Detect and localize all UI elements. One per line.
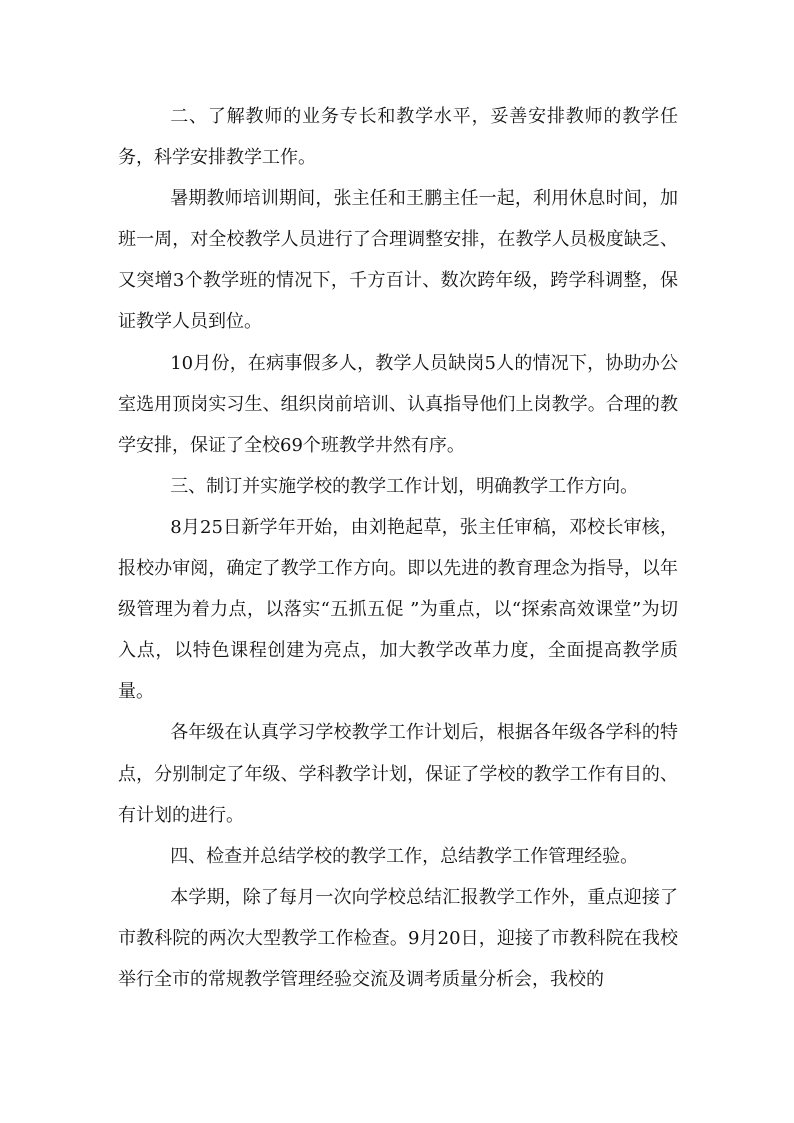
- paragraph: 暑期教师培训期间，张主任和王鹏主任一起，利用休息时间，加班一周，对全校教学人员进行了合理调整安排，在教学人员极度缺乏、又突增3个教学班的情况下，千方百计、数次跨年级，跨学科调整，保证教学人员到位。: [118, 188, 678, 333]
- paragraph: 8月25日新学年开始，由刘艳起草，张主任审稿，邓校长审核，报校办审阅，确定了教学工作方向。即以先进的教育理念为指导，以年级管理为着力点，以落实“五抓五促 ”为重点，以“探索高效课堂”为切入点，以特色课程创建为亮点，加大教学改革力度，全面提高教学质量。: [118, 516, 678, 703]
- paragraph: 四、检查并总结学校的教学工作，总结教学工作管理经验。: [170, 845, 639, 867]
- document-body: [118, 96, 678, 1000]
- paragraph: 10月份，在病事假多人，教学人员缺岗5人的情况下，协助办公室选用顶岗实习生、组织岗前培训、认真指导他们上岗教学。合理的教学安排，保证了全校69个班教学井然有序。: [118, 352, 678, 456]
- paragraph: 各年级在认真学习学校教学工作计划后，根据各年级各学科的特点，分别制定了年级、学科教学计划，保证了学校的教学工作有目的、有计划的进行。: [118, 722, 678, 826]
- paragraph: 本学期，除了每月一次向学校总结汇报教学工作外，重点迎接了市教科院的两次大型教学工作检查。9月20日，迎接了市教科院在我校举行全市的常规教学管理经验交流及调考质量分析会，我校的: [118, 886, 678, 990]
- paragraph: 三、制订并实施学校的教学工作计划，明确教学工作方向。: [170, 475, 639, 497]
- paragraph: 二、了解教师的业务专长和教学水平，妥善安排教师的教学任务，科学安排教学工作。: [118, 106, 678, 169]
